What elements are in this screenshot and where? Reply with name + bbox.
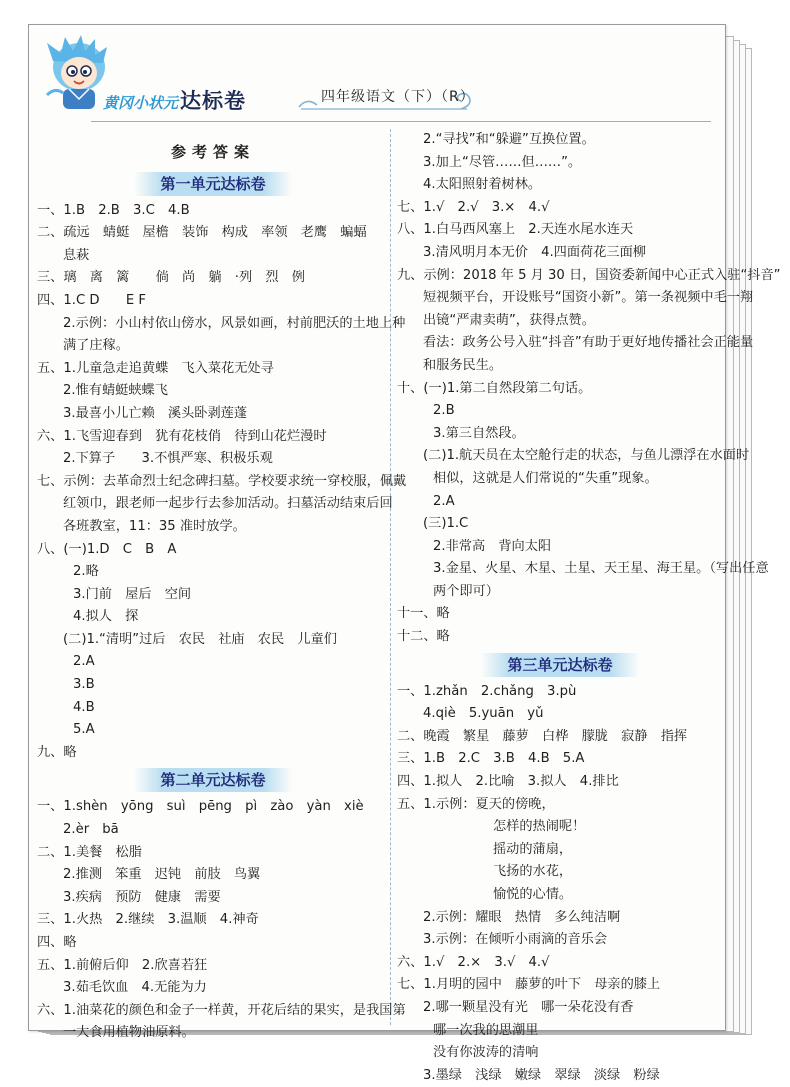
answer-line: 2.B — [433, 403, 455, 419]
answer-line: 四、略 — [37, 935, 77, 950]
answer-line: 3.B — [73, 677, 95, 693]
answer-line: 3.最喜小儿亡赖 溪头卧剥莲蓬 — [63, 405, 248, 421]
brand-prefix: 黄冈小状元 — [103, 94, 179, 112]
answer-line: 怎样的热闹呢！ — [493, 819, 586, 835]
unit1-heading: 第一单元达标卷 — [134, 172, 291, 196]
answer-line: 八、(一)1.D C B A — [37, 541, 177, 557]
unit3-heading: 第三单元达标卷 — [481, 653, 638, 677]
answer-line: 五、1.儿童急走追黄蝶 飞入菜花无处寻 — [37, 360, 274, 376]
answer-line: 九、略 — [37, 744, 77, 760]
answer-line: (二)1.“清明”过后 农民 社庙 农民 儿童们 — [63, 631, 337, 647]
brand-suffix: 达标卷 — [180, 89, 247, 113]
answer-line: 一、1.zhǎn 2.chǎng 3.pù — [397, 683, 577, 699]
answer-line: 相似，这就是人们常说的“失重”现象。 — [433, 470, 658, 486]
answer-line: 摇动的蒲扇， — [493, 841, 573, 857]
answer-line: 3.金星、火星、木星、土星、天王星、海王星。（写出任意 — [433, 561, 769, 577]
unit-heading — [37, 768, 389, 794]
answer-line: 3.茹毛饮血 4.无能为力 — [63, 980, 207, 996]
answer-line: 息萩 — [63, 247, 90, 263]
answer-line: 五、1.前俯后仰 2.欣喜若狂 — [37, 957, 208, 973]
subject-label: 四年级语文（下）（R） — [321, 89, 475, 105]
answer-line: 2.下算子 3.不惧严寒、积极乐观 — [63, 451, 273, 467]
answer-line: 3.墨绿 浅绿 嫩绿 翠绿 淡绿 粉绿 — [423, 1067, 660, 1083]
subject-banner — [297, 83, 477, 113]
answer-line: 红领巾，跟老师一起步行去参加活动。扫墓活动结束后回 — [63, 496, 393, 512]
answer-page — [28, 24, 781, 1083]
answer-line: 3.第三自然段。 — [433, 425, 525, 441]
answer-line: 2.èr bā — [63, 822, 119, 838]
page-title: 参考答案 — [170, 143, 255, 161]
answer-line: 看法：政务公号入驻“抖音”有助于更好地传播社会正能量 — [423, 335, 754, 351]
answer-line: 七、1.月明的园中 藤萝的叶下 母亲的膝上 — [397, 977, 661, 993]
brand-name — [103, 85, 246, 115]
answer-line: 二、1.美餐 松脂 — [37, 844, 142, 860]
answer-line: 一、1.B 2.B 3.C 4.B — [37, 202, 190, 218]
header-rule — [91, 121, 711, 122]
answer-line: 八、1.白马西风塞上 2.天连水尾水连天 — [397, 222, 634, 238]
answer-line: 六、1.√ 2.× 3.√ 4.√ — [397, 954, 550, 970]
answer-line: 没有你波涛的清响 — [433, 1045, 539, 1061]
answer-line: 3.示例：在倾听小雨滴的音乐会 — [423, 932, 608, 948]
answer-line: 两个即可） — [433, 583, 499, 599]
answer-line: 2.A — [433, 493, 455, 509]
left-column — [37, 129, 407, 1045]
answer-line: 2.非常高 背向太阳 — [433, 538, 552, 554]
answer-line: 二、疏远 蜻蜓 屋檐 装饰 构成 率领 老鹰 蝙蝠 — [37, 225, 367, 241]
answer-line: 4.拟人 探 — [73, 609, 139, 625]
answer-line: 七、示例：去革命烈士纪念碑扫墓。学校要求统一穿校服，佩戴 — [37, 473, 407, 489]
answer-line: 六、1.油菜花的颜色和金子一样黄，开花后结的果实，是我国第 — [37, 1002, 406, 1018]
answer-line: 一、1.shèn yōng suì pēng pì zào yàn xiè — [37, 799, 364, 815]
right-column — [397, 129, 781, 1087]
answer-line: 短视频平台，开设账号“国资小新”。第一条视频中毛一翔 — [423, 290, 754, 306]
answer-line: 2.A — [73, 654, 95, 670]
answer-line: 四、1.拟人 2.比喻 3.拟人 4.排比 — [397, 774, 619, 790]
answer-line: 二、晚霞 繁星 藤萝 白桦 朦胧 寂静 指挥 — [397, 728, 688, 744]
answer-line: 一大食用植物油原料。 — [63, 1025, 195, 1041]
answer-line: 飞扬的水花， — [493, 864, 573, 880]
answer-line: 3.疾病 预防 健康 需要 — [63, 889, 221, 905]
answer-line: (二)1.航天员在太空舱行走的状态，与鱼儿漂浮在水面时 — [423, 448, 750, 464]
answer-line: 四、1.C D E F — [37, 292, 146, 308]
answer-line: 4.太阳照射着树林。 — [423, 177, 542, 193]
answer-line: 九、示例：2018 年 5 月 30 日，国资委新闻中心正式入驻“抖音” — [397, 267, 781, 283]
answer-line: 五、1.示例：夏天的傍晚， — [397, 796, 555, 812]
answer-line: 满了庄稼。 — [63, 338, 129, 354]
answer-line: 十二、略 — [397, 629, 450, 645]
answer-line: 2.哪一颗星没有光 哪一朵花没有香 — [423, 999, 634, 1015]
unit2-heading: 第二单元达标卷 — [134, 768, 291, 792]
answer-line: 2.示例：小山村依山傍水，风景如画，村前肥沃的土地上种 — [63, 315, 406, 331]
answer-line: 2.“寻找”和“躲避”互换位置。 — [423, 132, 595, 147]
column-divider — [390, 129, 391, 1025]
answer-line: 愉悦的心情。 — [493, 887, 573, 902]
answer-line: 哪一次我的思潮里 — [433, 1022, 539, 1038]
answer-line: 3.门前 屋后 空间 — [73, 586, 192, 602]
answer-line: 3.加上“尽管……但……”。 — [423, 154, 582, 170]
answer-line: 2.惟有蜻蜓蛱蝶飞 — [63, 383, 168, 399]
unit-heading — [37, 172, 389, 198]
answer-line: 2.略 — [73, 564, 99, 580]
answer-line: 三、1.B 2.C 3.B 4.B 5.A — [397, 751, 585, 767]
answer-line: 4.B — [73, 699, 95, 715]
answer-line: 六、1.飞雪迎春到 犹有花枝俏 待到山花烂漫时 — [37, 428, 327, 444]
answer-line: 和服务民生。 — [423, 357, 503, 373]
unit-heading — [397, 653, 723, 679]
answer-line: 4.qiè 5.yuān yǔ — [423, 706, 544, 722]
answer-line: 5.A — [73, 722, 95, 738]
answer-line: 3.清风明月本无价 4.四面荷花三面柳 — [423, 244, 646, 260]
answer-line: 三、璃 离 篱 倘 尚 躺 ·列 烈 例 — [37, 270, 305, 286]
answer-line: 三、1.火热 2.继续 3.温顺 4.神奇 — [37, 912, 259, 928]
answer-line: 2.示例：耀眼 热情 多么纯洁啊 — [423, 909, 621, 925]
answer-line: 各班教室，11：35 准时放学。 — [63, 518, 246, 534]
answer-line: 十、(一)1.第二自然段第二句话。 — [397, 380, 592, 396]
answer-line: 出镜“严肃卖萌”，获得点赞。 — [423, 312, 595, 328]
answer-line: 2.推测 笨重 迟钝 前肢 鸟翼 — [63, 867, 261, 883]
answer-line: 七、1.√ 2.√ 3.× 4.√ — [397, 199, 550, 215]
answer-line: 十一、略 — [397, 606, 450, 622]
answer-line: (三)1.C — [423, 516, 469, 532]
